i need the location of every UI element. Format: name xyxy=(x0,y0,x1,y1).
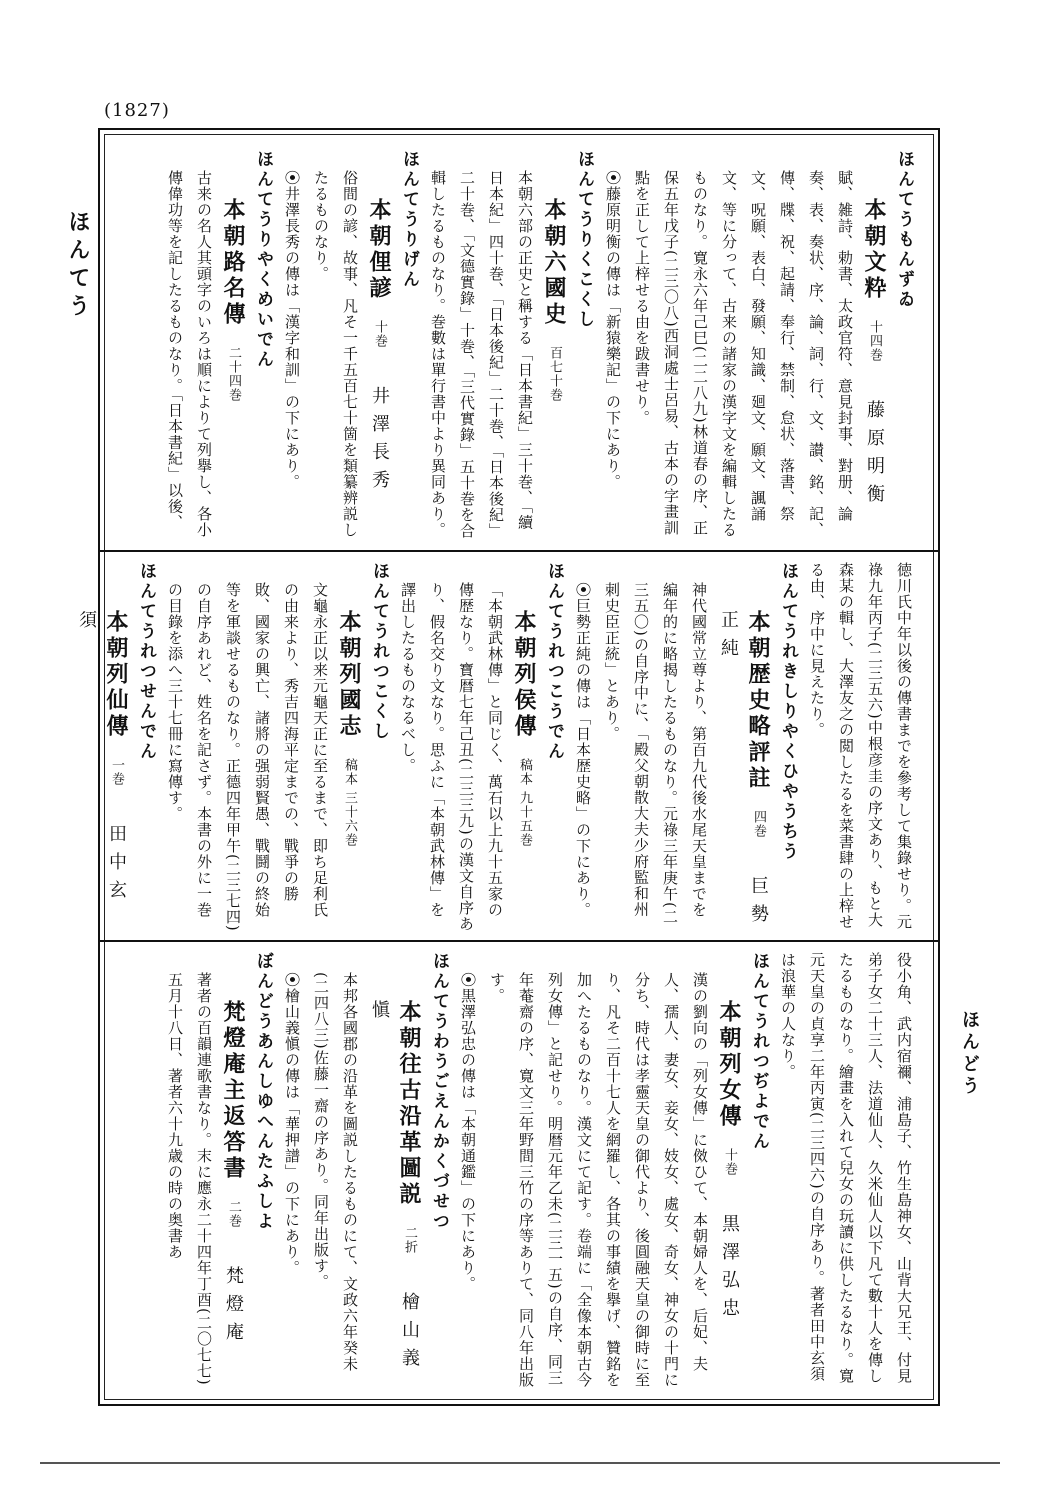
upper-section xyxy=(112,150,918,542)
entry-heading: ほんてうれきしりやくひやうちう xyxy=(778,562,798,862)
entry-author: 黒澤弘忠 xyxy=(719,1213,740,1326)
entry-body: 古来の名人其頭字のいろは順によりて列擧し、各小傳偉功等を記したるものなり。「日本書紀」以後、 xyxy=(166,170,213,538)
section-divider xyxy=(98,550,940,552)
entry-body: 神代國常立尊より、第百九代後水尾天皇までを編年的に略揭したるものなり。元祿三年庚午(二三五〇)の自序中に、「殿父朝散大夫少府監和州刺史臣正統」とあり。 xyxy=(603,582,708,925)
section-divider xyxy=(98,940,940,942)
entry-title: 本朝列國志 xyxy=(336,610,362,740)
entry-volumes: 百七十巻 xyxy=(547,345,562,402)
dictionary-entry xyxy=(160,150,277,542)
entry-heading: ほんてうりげん xyxy=(399,150,419,290)
entry-volumes: 稿本 三十六巻 xyxy=(342,757,357,847)
entry-heading: ほんてうれつせんでん xyxy=(136,562,156,762)
dictionary-entry xyxy=(598,150,918,542)
entry-body: 本邦各國郡の沿革を圖説したるものにて、文政六年癸未(二四八三)佐藤一齋の序あり。同年出版す。 xyxy=(312,972,359,1372)
entry-title-line xyxy=(713,562,773,932)
entry-body: 「本朝武林傳」と同じく、萬石以上九十五家の傳歴なり。寶暦七年己丑(二三三九)の漢文自序あり、假名交り文なり。思ふに「本朝武林傳」を譯出したるものなるべし。 xyxy=(399,582,504,932)
entry-title: 本朝文粋 xyxy=(861,198,887,302)
entry-title: 本朝列仙傳 xyxy=(103,610,129,740)
entry-volumes: 稿本 九十五巻 xyxy=(517,757,532,847)
dictionary-entry xyxy=(160,562,393,932)
entry-title: 本朝路名傳 xyxy=(220,198,246,328)
entry-body: 漢の劉向の「列女傳」に傚ひて、本朝婦人を、后妃、夫人、孺人、妻女、妾女、妓女、處女、奇女、神女の十門に分ち、時代は孝靈天皇の御代より、後圓融天皇の御時に至り、凡そ二百十七人を網羅し、各其の事績を擧げ、贊銘を加へたるものなり。漢文にて記す。卷端に「全像本朝古今列女傳」と記せり。明暦元年乙未(二三一五)の自序、同三年菴齋の序、寛文三年野間三竹の序等ありて、同八年出版す。 xyxy=(488,972,709,1388)
entry-heading: ほんてうわうごえんかくづせつ xyxy=(429,952,449,1232)
entry-body: 俗間の諺、故事、凡そ一千五百七十箇を類纂辨説したるものなり。 xyxy=(312,170,359,538)
entry-volumes: 四巻 xyxy=(751,809,766,838)
lower-section xyxy=(112,952,918,1392)
entry-heading: ほんてうれつぢよでん xyxy=(749,952,769,1152)
entry-heading: ほんてうれつこうでん xyxy=(544,562,564,762)
entry-heading: ぼんどうあんしゆへんたふしよ xyxy=(253,952,273,1232)
entry-title-line xyxy=(859,150,889,542)
dictionary-entry-continuation xyxy=(802,562,918,932)
entry-body: 徳川氏中年以後の傳書までを參考して集錄せり。元祿九年丙子(二三五六)中根彦圭の序文あり、もと大森某の輯し、大澤友之の閲したるを菜書肆の上梓せる由、序中に見えたり。 xyxy=(808,562,913,930)
entry-body: 著者の百韻連歌書なり。末に應永二十四年丁酉(二〇七七)五月十八日、著者六十九歳の時の奥書あ xyxy=(166,972,213,1386)
dictionary-entry xyxy=(393,562,568,932)
entry-author: 梵燈庵 xyxy=(223,1265,244,1350)
entry-title-line xyxy=(364,150,394,542)
entry-title-line xyxy=(539,150,569,542)
dictionary-entry xyxy=(160,952,277,1392)
dictionary-entry xyxy=(568,562,802,932)
middle-section xyxy=(76,562,918,932)
entry-title: 本朝歴史略評註 xyxy=(745,610,771,792)
entry-author: 井澤長秀 xyxy=(369,385,390,498)
entry-heading: ほんてうもんずゐ xyxy=(894,150,914,310)
dictionary-entry xyxy=(423,150,598,542)
running-head-top: ほんてう xyxy=(65,210,90,322)
entry-volumes: 二巻 xyxy=(226,1199,241,1228)
entry-author: 巨勢正純 xyxy=(718,610,769,932)
dictionary-entry xyxy=(277,952,453,1392)
dictionary-entry xyxy=(71,562,160,932)
entry-title: 本朝列侯傳 xyxy=(511,610,537,740)
entry-body: 本朝六部の正史と稱する「日本書紀」三十巻、「續日本紀」四十巻、「日本後紀」二十巻、「日本後紀」二十巻、「文德實錄」十巻、「三代實錄」五十巻を合輯したるものなり。巻數は單行書中より異同あり。 xyxy=(429,170,534,539)
dictionary-entry xyxy=(453,952,773,1392)
entry-heading: ほんてうれつこくし xyxy=(369,562,389,742)
dictionary-entry-continuation xyxy=(773,952,918,1392)
entry-title: 梵燈庵主返答書 xyxy=(220,1000,246,1182)
entry-title: 本朝列女傳 xyxy=(716,1000,742,1130)
entry-title-line xyxy=(364,952,424,1392)
entry-heading: ほんてうりくこくし xyxy=(574,150,594,330)
entry-title-line xyxy=(218,150,248,542)
entry-body: 賦、雑詩、勅書、太政官符、意見封事、對册、論奏、表、奏状、序、論、詞、行、文、讃、銘、記、傳、牒、祝、起請、奉行、禁制、怠状、落書、祭文、呪願、表白、發願、知識、廻文、願文、諷誦文、等に分って、古来の諸家の漢字文を編輯したるものなり。寛永六年己巳(二二八九)林道春の序、正保五年戊子(二三〇八)西洞處士呂易、古本の字畫訓點を正して上梓せる由を跋書せり。 xyxy=(633,170,854,538)
running-head-bottom: ほんどう xyxy=(959,1010,980,1098)
entry-note: ⦿井澤長秀の傳は「漢字和訓」の下にあり。 xyxy=(283,170,301,491)
page-number: (1827) xyxy=(104,100,170,121)
entry-title-line xyxy=(218,952,248,1392)
entry-title-line xyxy=(334,562,364,932)
entry-title: 本朝往古沿革圖説 xyxy=(396,1000,422,1208)
dictionary-entry xyxy=(277,150,423,542)
entry-note: ⦿藤原明衡の傳は「新猿樂記」の下にあり。 xyxy=(604,170,622,491)
entry-note: ⦿檜山義愼の傳は「華押譜」の下にあり。 xyxy=(283,972,301,1277)
entry-volumes: 十四巻 xyxy=(867,319,882,362)
entry-note: ⦿巨勢正純の傳は「日本歴史略」の下にあり。 xyxy=(574,582,592,919)
entry-body: 役小角、武内宿禰、浦島子、竹生島神女、山背大兄王、付見弟子女二十三人、法道仙人、久米仙人以下凡て數十人を傳したるものなり。繪畫を入れて兒女の玩讀に供したるなり。寛元天皇の貞享二年丙寅(二三四六)の自序あり。著者田中玄須は浪華の人なり。 xyxy=(779,952,913,1384)
entry-note: ⦿黒澤弘忠の傳は「本朝通鑑」の下にあり。 xyxy=(459,972,477,1293)
entry-title-line xyxy=(714,952,744,1392)
entry-author: 檜山義愼 xyxy=(369,1000,420,1376)
entry-body: 文龜永正以来元龜天正に至るまで、即ち足利氏の由来より、秀吉四海平定までの、戰爭の勝敗、國家の興亡、諸將の强弱賢愚、戰鬪の終始等を軍談せるものなり。正德四年甲午(二三七四)の自序あれど、姓名を記さず。本書の外に一巻の目錄を添へ三十七冊に寫傳す。 xyxy=(166,582,329,932)
footer-rule xyxy=(40,1462,1000,1464)
entry-volumes: 二折 xyxy=(402,1225,417,1254)
entry-volumes: 二十四巻 xyxy=(226,345,241,402)
entry-title: 本朝六國史 xyxy=(541,198,567,328)
entry-title: 本朝俚諺 xyxy=(366,198,392,302)
entry-author: 藤原明衡 xyxy=(864,399,885,512)
entry-heading: ほんてうりやくめいでん xyxy=(253,150,273,370)
entry-title-line xyxy=(71,562,131,932)
entry-title-line xyxy=(509,562,539,932)
entry-volumes: 一巻 xyxy=(109,757,124,786)
entry-volumes: 十巻 xyxy=(722,1147,737,1176)
entry-volumes: 十巻 xyxy=(372,319,387,348)
entry-author: 田中玄須 xyxy=(76,610,127,908)
